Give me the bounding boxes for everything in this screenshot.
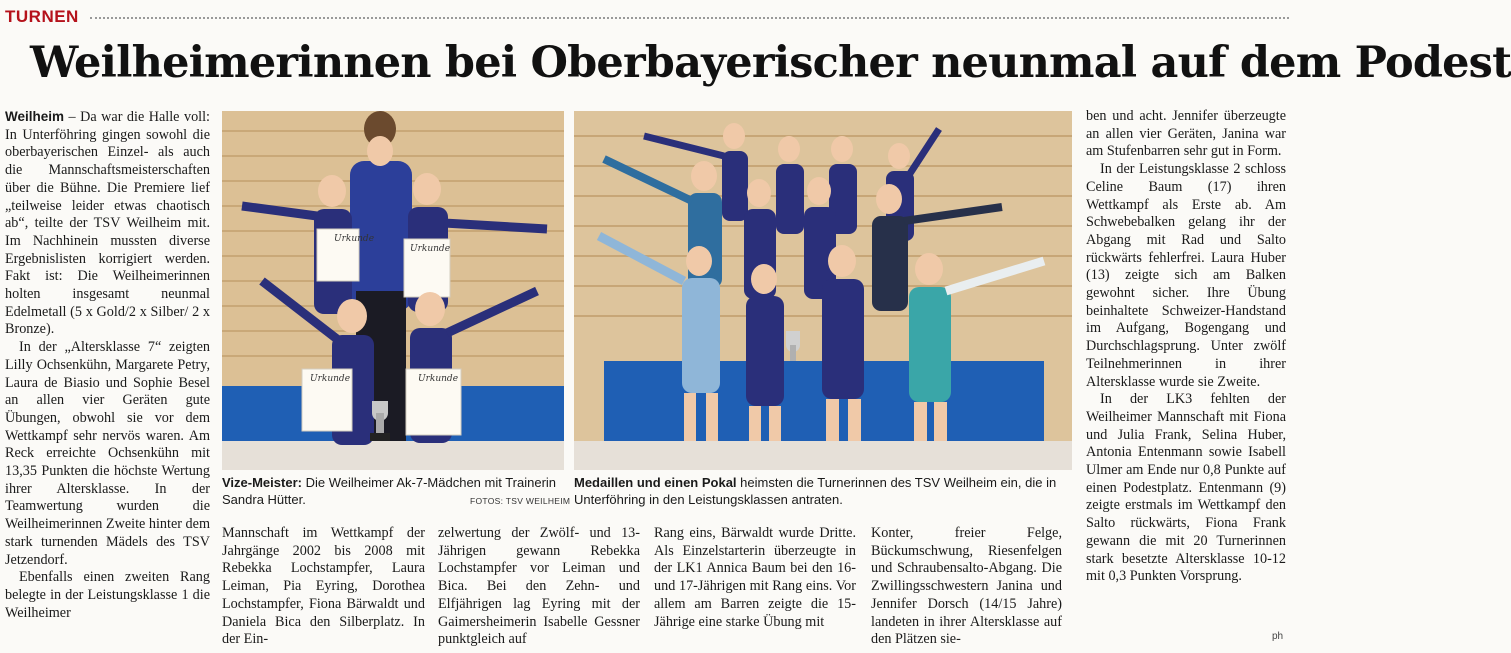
author-signature: ph [1272,631,1284,642]
article-column-1 [5,108,210,622]
certificate-label: Urkunde [418,374,459,384]
certificate-label: Urkunde [334,234,375,244]
gymnast-figure [776,136,804,234]
article-column-2 [222,525,425,649]
photo-credit: FOTOS: TSV WEILHEIM [470,496,571,506]
certificate-label: Urkunde [310,374,351,384]
section-rubric: TURNEN [5,7,79,26]
rubric-divider [90,17,1289,19]
certificate-label: Urkunde [410,244,451,254]
photo-ak7-team [222,111,564,470]
caption-lead: Vize-Meister: [222,475,302,490]
paragraph: Mannschaft im Wettkampf der Jahrgänge 2002 bis 2008 mit Rebekka Lochstampfer, Laura Leiman, Pia Eyring, Dorothea Lochstampfer, Fiona Bärwaldt und Daniela Bica den Silberplatz. In der Ein- [222,525,425,648]
paragraph: Rang eins, Bärwaldt wurde Dritte. Als Einzelstarterin überzeugte in der LK1 Annica Baum bei den 16- und 17-Jährigen mit Rang eins. Vor allem am Barren zeigte die 15-Jährige eine starke Übung mit [654,525,856,630]
article-column-6 [1086,108,1286,586]
paragraph: zelwertung der Zwölf- und 13-Jährigen gewann Rebekka Lochstampfer vor Leiman und Bica. Bei den Zehn- und Elfjährigen lag Eyring mit der Gaimersheimerin Isabelle Gessner punktgleich auf [438,525,640,648]
caption-lead: Medaillen und einen Pokal [574,475,737,490]
paragraph: Ebenfalls einen zweiten Rang belegte in der Leistungsklasse 1 die Weilheimer [5,569,210,621]
photo-lk-team [574,111,1072,470]
article-column-5 [871,525,1062,649]
dateline: Weilheim [5,109,65,124]
photo-caption: Medaillen und einen Pokal heimsten die Turnerinnen des TSV Weilheim ein, die in Unterföhring in den Leistungsklassen antraten. [574,475,1057,507]
headline: Weilheimerinnen bei Oberbayerischer neunmal auf dem Podest [30,38,1511,88]
photo-caption: Vize-Meister: Die Weilheimer Ak-7-Mädchen mit Trainerin Sandra Hütter. [222,475,557,507]
paragraph: ben und acht. Jennifer überzeugte an allen vier Geräten, Janina war am Stufenbarren sehr gut in Form. [1086,108,1286,160]
paragraph: Weilheim – Da war die Halle voll: In Unterföhring gingen sowohl die oberbayerischen Einzel- als auch die Mannschaftsmeisterschaften über die Bühne. Die Premiere lief „teilweise leider etwas chaotisch ab“, teilte der TSV Weilheim mit. Im Nachhinein mussten diverse Ergebnislisten korrigiert werden. Fakt ist: Die Weilheimerinnen holten insgesamt neunmal Edelmetall (5 x Gold/2 x Silber/ 2 x Bronze). [5,109,210,338]
paragraph: Konter, freier Felge, Bückumschwung, Riesenfelgen und Schraubensalto-Abgang. Die Zwillingsschwestern Janina und Jennifer Dorsch (14/15 Jahre) landeten in ihrer Altersklasse auf den Plätzen sie- [871,525,1062,648]
paragraph: In der LK3 fehlten der Weilheimer Mannschaft mit Fiona und Julia Frank, Selina Huber, Antonia Entenmann sowie Isabell Ulmer am Ende nur 0,8 Punkte auf einen Podestplatz. Entenmann (9) zeigte erstmals im Wettkampf den Salto rückwärts, Fiona Frank gewann die mit 20 Turnerinnen stark besetzte Altersklasse 10-12 mit 0,3 Punkten Vorsprung. [1086,391,1286,585]
paragraph: In der Leistungsklasse 2 schloss Celine Baum (17) ihren Wettkampf als Erste ab. Am Schwebebalken gelang ihr der Abgang mit Rad und Salto rückwärts fehlerfrei. Laura Huber (13) zeigte sich am Balken gewohnt sicher. Ihre Übung beinhaltete Schweizer-Handstand im Aufgang, Bogengang und Durchschlagsprung. Unter zwölf Teilnehmerinnen in ihrer Altersklasse wurde sie Zweite. [1086,161,1286,390]
article-column-4 [654,525,856,631]
paragraph: In der „Altersklasse 7“ zeigten Lilly Ochsenkühn, Margarete Petry, Laura de Biasio und Sophie Besel an allen vier Geräten gute Übungen, obwohl sie vor dem Wettkampf sehr nervös waren. Am Reck erreichte Ochsenkühn mit 13,35 Punkten die höchste Wertung ihrer Altersklasse. In der Teamwertung wurden die Weilheimerinnen Zweite hinter dem stark turnenden Mädels des TSV Jetzendorf. [5,339,210,568]
article-column-3 [438,525,640,649]
